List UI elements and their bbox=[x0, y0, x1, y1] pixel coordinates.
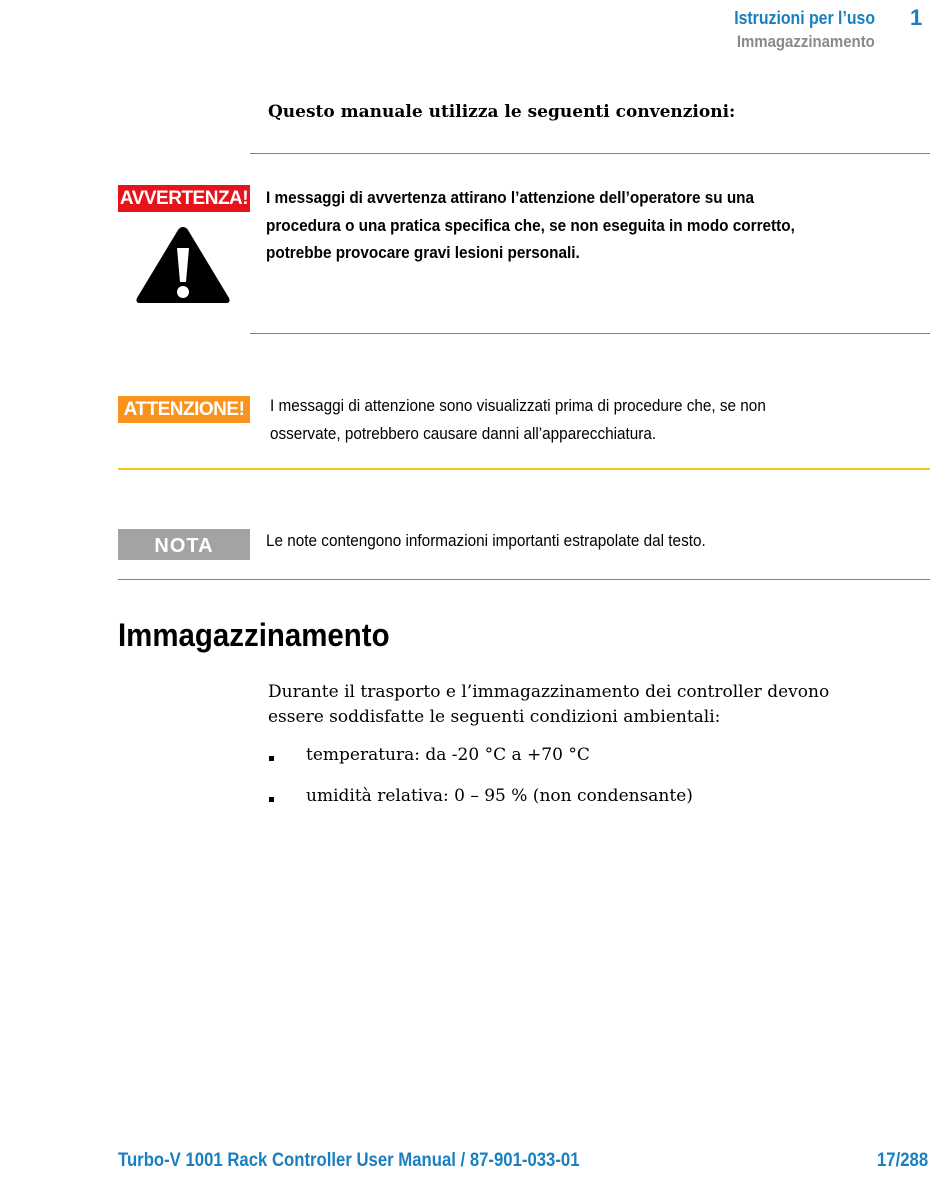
caution-message bbox=[270, 392, 891, 447]
warning-line: potrebbe provocare gravi lesioni personali. bbox=[266, 243, 580, 262]
intro-text: Questo manuale utilizza le seguenti convenzioni: bbox=[268, 102, 736, 122]
list-item: temperatura: da -20 °C a +70 °C bbox=[306, 745, 590, 765]
divider bbox=[250, 333, 930, 334]
warning-message bbox=[266, 184, 887, 267]
bullet-icon bbox=[269, 756, 274, 761]
warning-label: AVVERTENZA! bbox=[118, 185, 250, 212]
caution-line: I messaggi di attenzione sono visualizzati prima di procedure che, se non bbox=[270, 396, 766, 415]
warning-line: procedura o una pratica specifica che, se non eseguita in modo corretto, bbox=[266, 215, 795, 235]
header-subtitle: Immagazzinamento bbox=[737, 32, 875, 51]
paragraph-line: essere soddisfatte le seguenti condizioni ambientali: bbox=[268, 707, 721, 727]
paragraph-line: Durante il trasporto e l’immagazzinamento dei controller devono bbox=[268, 682, 830, 702]
note-message: Le note contengono informazioni importanti estrapolate dal testo. bbox=[266, 531, 706, 550]
footer-page-number: 17/288 bbox=[876, 1150, 928, 1171]
header-title: Istruzioni per l’uso bbox=[734, 8, 875, 28]
divider bbox=[250, 153, 930, 154]
caution-line: osservate, potrebbero causare danni all’apparecchiatura. bbox=[270, 423, 657, 443]
bullet-icon bbox=[269, 797, 274, 802]
warning-line: I messaggi di avvertenza attirano l’attenzione dell’operatore su una bbox=[266, 188, 755, 207]
footer-manual-title: Turbo-V 1001 Rack Controller User Manual / 87-901-033-01 bbox=[118, 1150, 580, 1171]
list-item: umidità relativa: 0 – 95 % (non condensante) bbox=[306, 786, 693, 806]
caution-label: ATTENZIONE! bbox=[118, 396, 250, 423]
section-title: Immagazzinamento bbox=[118, 617, 390, 653]
chapter-number: 1 bbox=[910, 5, 923, 30]
warning-triangle-icon bbox=[134, 224, 232, 306]
divider-yellow bbox=[118, 468, 930, 470]
section-paragraph bbox=[268, 680, 918, 730]
note-label: NOTA bbox=[118, 529, 250, 560]
divider bbox=[118, 579, 930, 580]
